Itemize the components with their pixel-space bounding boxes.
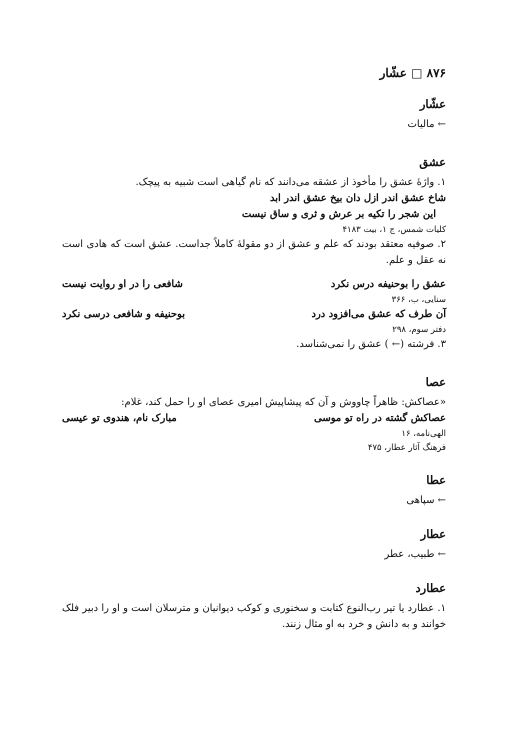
entry-title: عصا <box>425 375 446 389</box>
page-number: ۸۷۶ <box>426 66 446 80</box>
paragraph: ۱. عطارد یا تیر رب‌النوع کتابت و سخنوری و کوکب دیوانیان و مترسلان است و او را دبیر فلک خوانند و به دانش و خرد به او مثال زنند. <box>62 603 446 630</box>
entry-title: عطا <box>426 473 446 487</box>
source-citation: دفتر سوم، ۲۹۸ <box>392 325 446 335</box>
source-citation: الهی‌نامه، ۱۶ <box>401 429 446 439</box>
header-word: عشّار <box>379 66 407 80</box>
entry-ashshar <box>62 97 446 133</box>
entry-eshgh <box>62 155 446 353</box>
cross-reference: ← طبیب، عطر <box>384 549 446 560</box>
hemistich: بوحنیفه و شافعی درسی نکرد <box>62 309 185 320</box>
verse-line: این شجر را تکیه بر عرش و ثری و ساق نیست <box>241 209 436 220</box>
paragraph: ۳. فرشته (← ) عشق را نمی‌شناسد. <box>296 339 446 350</box>
entry-title: عطارد <box>415 581 446 595</box>
couplet <box>62 277 446 293</box>
entry-title: عشق <box>419 155 446 169</box>
paragraph: ۲. صوفیه معتقد بودند که علم و عشق از دو مقولهٔ کاملاً جداست. عشق است که هادی است نه عقل و علم. <box>62 239 446 266</box>
entry-attar <box>62 527 446 563</box>
page-header <box>380 66 446 80</box>
source-citation: سنایی، ب، ۳۶۶ <box>391 295 446 305</box>
entry-title: عطار <box>420 527 446 541</box>
source-citation: فرهنگ آثار عطار، ۴۷۵ <box>367 443 446 453</box>
entry-otarod <box>62 581 446 633</box>
verse-line: شاخ عشق اندر ازل دان بیخ عشق اندر ابد <box>270 193 446 204</box>
entries-content <box>62 97 446 633</box>
hemistich: مبارک نام، هندوی تو عیسی <box>62 413 177 424</box>
entry-asa <box>62 375 446 455</box>
paragraph: ۱. واژهٔ عشق را مأخوذ از عشقه می‌دانند که نام گیاهی است شبیه به پیچک. <box>135 177 446 188</box>
entry-ata <box>62 473 446 509</box>
cross-reference: ← سپاهی <box>406 495 446 506</box>
hemistich: شافعی را در او روایت نیست <box>62 279 183 290</box>
hemistich: عصاکش گشته در راه تو موسی <box>314 413 446 424</box>
entry-title: عشّار <box>419 97 446 111</box>
source-citation: کلیات شمس، ج ۱، بیت ۴۱۸۳ <box>342 225 446 235</box>
cross-reference: ← مالیات <box>407 119 446 130</box>
hemistich: عشق را بوحنیفه درس نکرد <box>330 279 446 290</box>
header-separator: □ <box>411 66 423 80</box>
hemistich: آن طرف که عشق می‌افزود درد <box>311 309 446 320</box>
couplet <box>62 411 446 427</box>
couplet <box>62 307 446 323</box>
paragraph: «عصاکش: ظاهراً چاووش و آن که پیشاپیش امیری عصای او را حمل کند، غلام: <box>121 397 446 408</box>
